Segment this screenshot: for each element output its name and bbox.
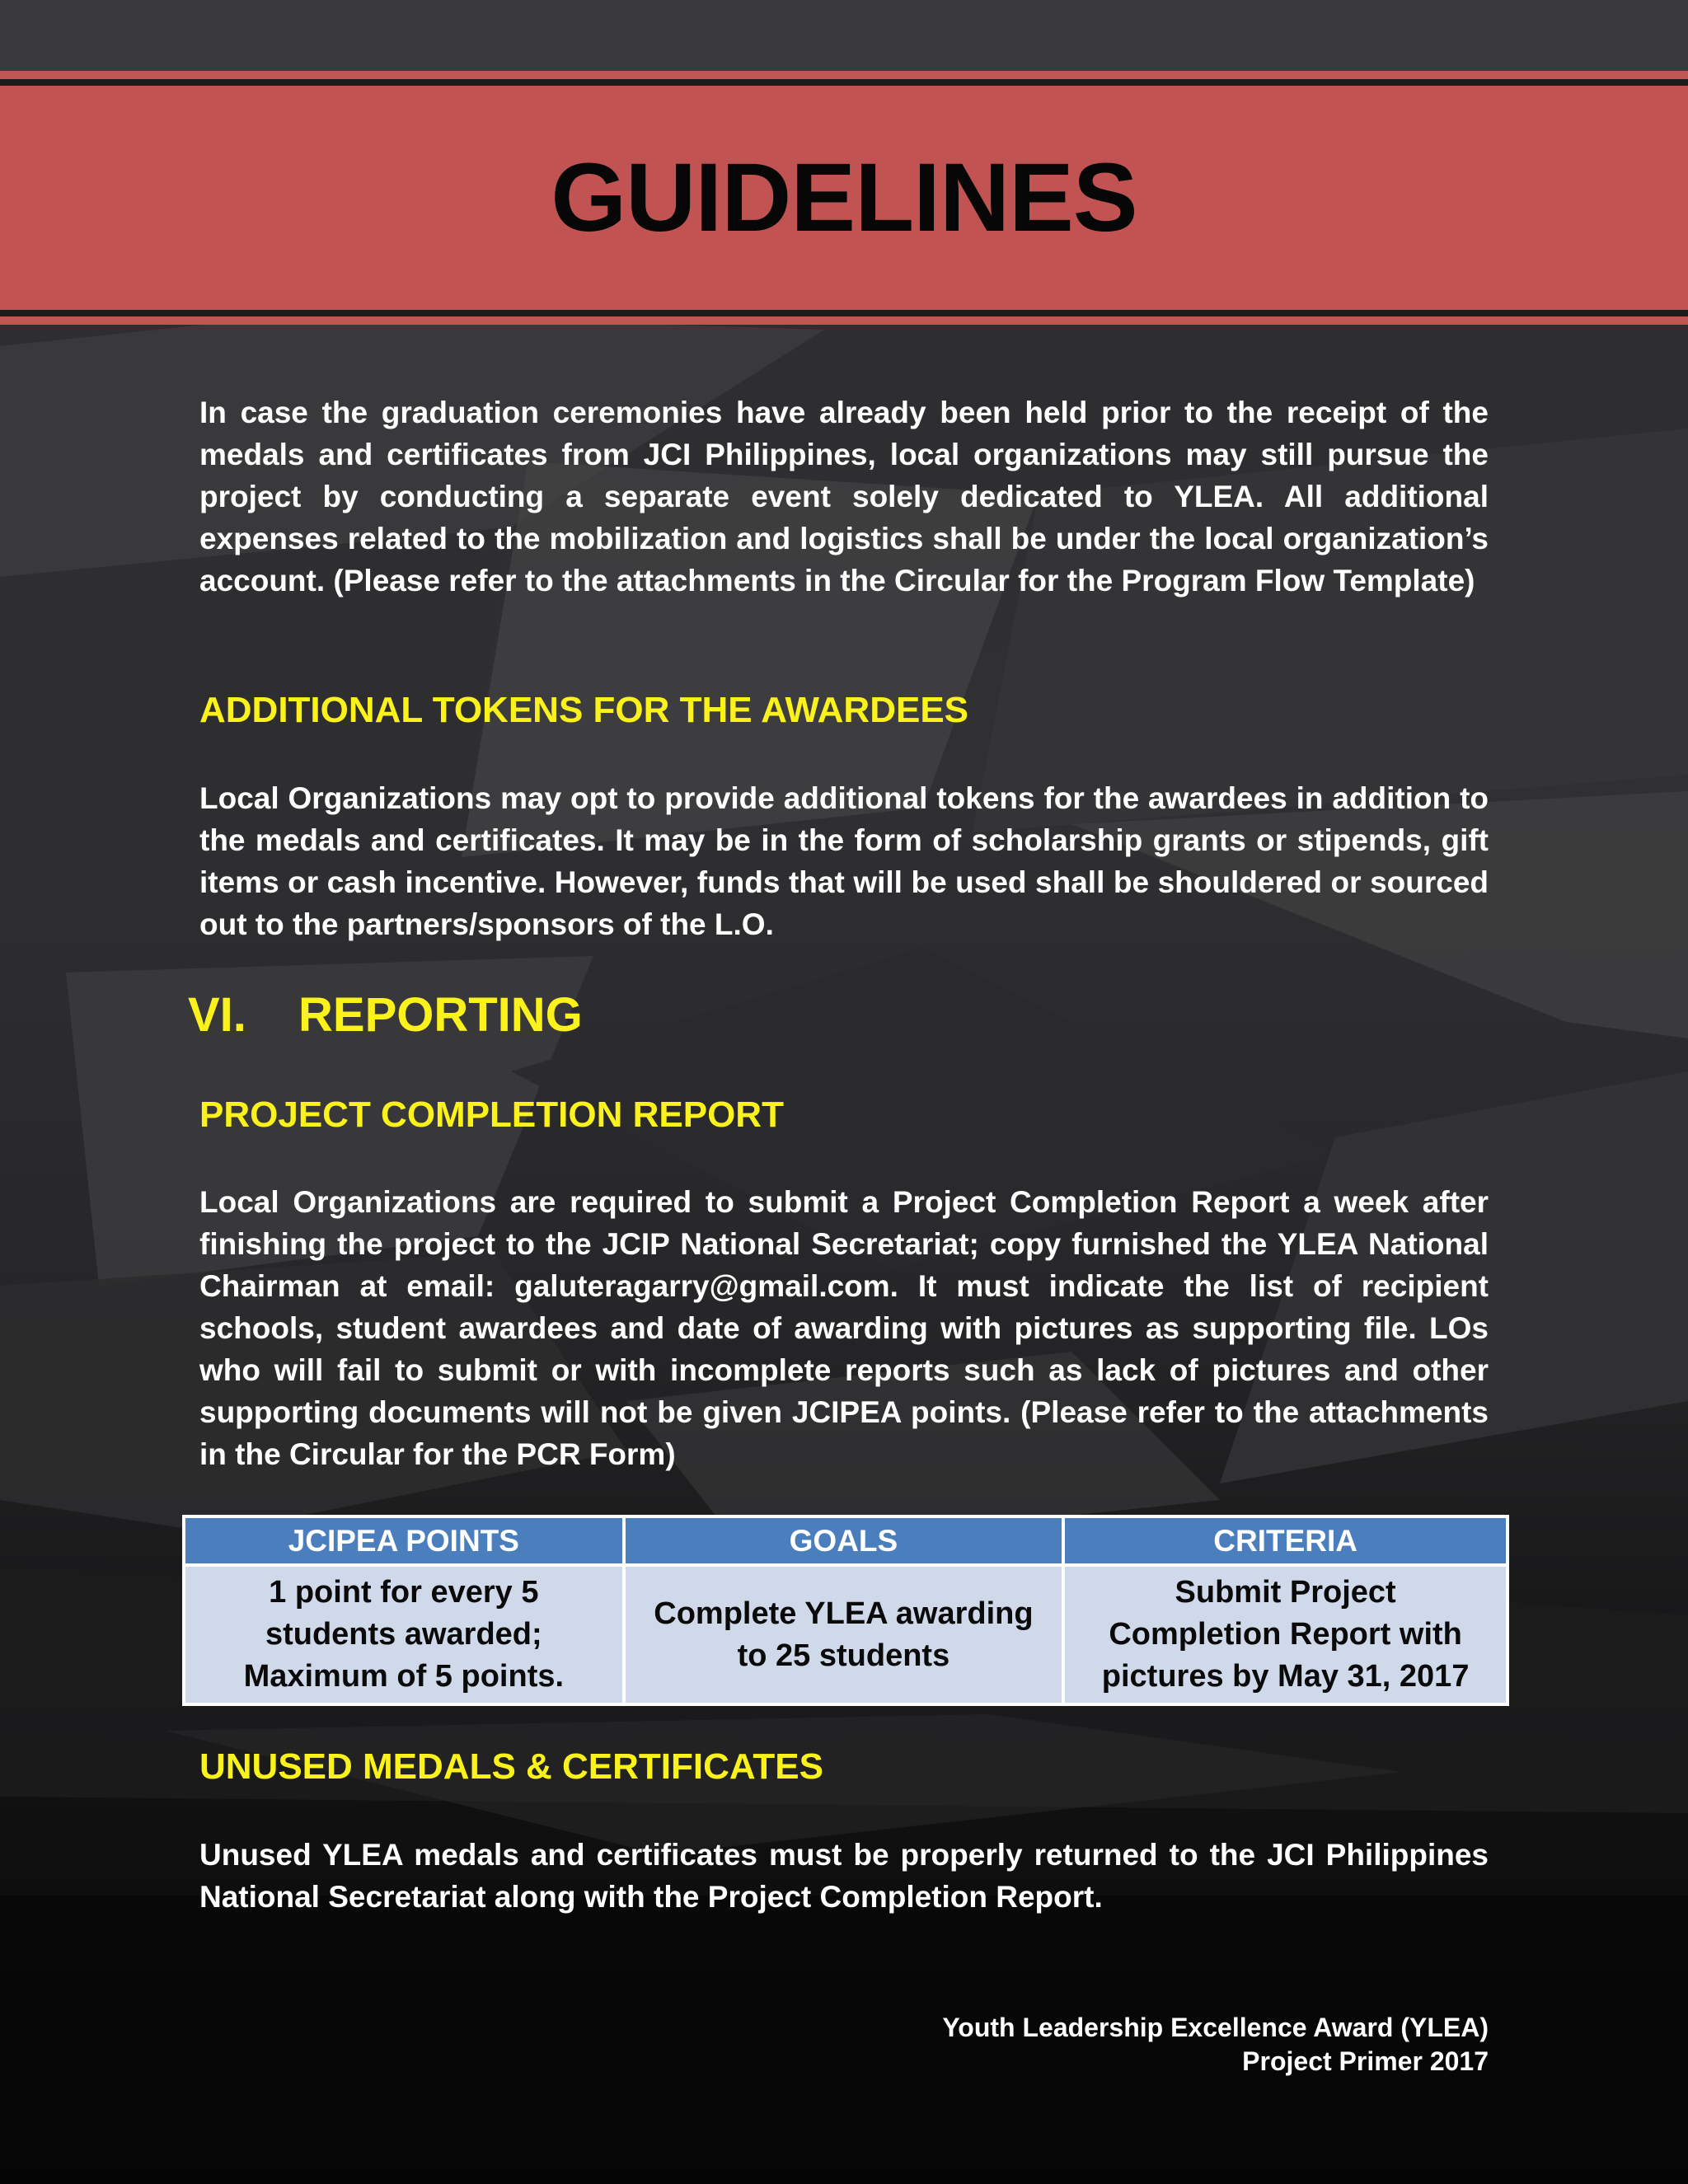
table-cell-points — [184, 1565, 624, 1704]
intro-paragraph: In case the graduation ceremonies have already been held prior to the receipt of the medals and certificates from JCI Philippines, local organizations may still pursue the project by conducting a separate event solely dedicated to YLEA. All additional expenses related to the mobilization and logistics shall be under the local organization’s account. (Please refer to the attachments in the Circular for the Program Flow Template) — [199, 396, 1489, 598]
intro-section — [199, 391, 1489, 602]
section-title: REPORTING — [298, 988, 583, 1042]
cell-line: students awarded; — [265, 1617, 542, 1652]
unused-section — [199, 1746, 1489, 1788]
title-banner — [0, 86, 1688, 310]
table-header-criteria: CRITERIA — [1063, 1516, 1507, 1565]
footer-line-1: Youth Leadership Excellence Award (YLEA) — [942, 2013, 1489, 2042]
report-body — [199, 1181, 1489, 1475]
banner-top-stripe — [0, 71, 1688, 79]
banner-top-divider — [0, 79, 1688, 86]
tokens-heading: ADDITIONAL TOKENS FOR THE AWARDEES — [199, 690, 969, 730]
section-number: VI. — [188, 988, 246, 1042]
tokens-body — [199, 777, 1489, 945]
report-heading: PROJECT COMPLETION REPORT — [199, 1094, 784, 1135]
table-header-row — [184, 1516, 1507, 1565]
unused-heading: UNUSED MEDALS & CERTIFICATES — [199, 1746, 823, 1787]
section-heading — [188, 987, 583, 1044]
cell-line: Complete YLEA awarding — [654, 1596, 1034, 1631]
cell-line: to 25 students — [737, 1638, 950, 1673]
points-table — [182, 1515, 1509, 1706]
banner-bottom-divider — [0, 310, 1688, 316]
page-footer — [942, 2011, 1489, 2079]
report-paragraph: Local Organizations are required to submit a Project Completion Report a week after finishing the project to the JCIP National Secretariat; copy furnished the YLEA National Chairman at email: galuteragarry@gmail.com. It must indicate the list of recipient schools, student awardees and date of awarding with pictures as supporting file. LOs who will fail to submit or with incomplete reports such as lack of pictures and other supporting documents will not be given JCIPEA points. (Please refer to the attachments in the Circular for the PCR Form) — [199, 1185, 1489, 1471]
tokens-section — [199, 689, 1489, 732]
table-cell-goals — [624, 1565, 1064, 1704]
banner-bottom-stripe — [0, 316, 1688, 325]
table-row — [184, 1565, 1507, 1704]
cell-line: Maximum of 5 points. — [243, 1659, 565, 1694]
table-header-points: JCIPEA POINTS — [184, 1516, 624, 1565]
cell-line: 1 point for every 5 — [269, 1575, 539, 1610]
cell-line: pictures by May 31, 2017 — [1101, 1659, 1470, 1694]
footer-line-2: Project Primer 2017 — [1242, 2046, 1489, 2076]
page-title: GUIDELINES — [551, 143, 1137, 252]
table-header-goals: GOALS — [624, 1516, 1064, 1565]
unused-paragraph: Unused YLEA medals and certificates must be properly returned to the JCI Philippines National Secretariat along with the Project Completion Report. — [199, 1838, 1489, 1914]
cell-line: Completion Report with — [1109, 1617, 1462, 1652]
report-section — [199, 1094, 1489, 1137]
cell-line: Submit Project — [1175, 1575, 1396, 1610]
table-cell-criteria — [1063, 1565, 1507, 1704]
tokens-paragraph: Local Organizations may opt to provide additional tokens for the awardees in addition to the medals and certificates. It may be in the form of scholarship grants or stipends, gift items or cash incentive. However, funds that will be used shall be shouldered or sourced out to the partners/sponsors of the L.O. — [199, 781, 1489, 941]
unused-body — [199, 1834, 1489, 1918]
